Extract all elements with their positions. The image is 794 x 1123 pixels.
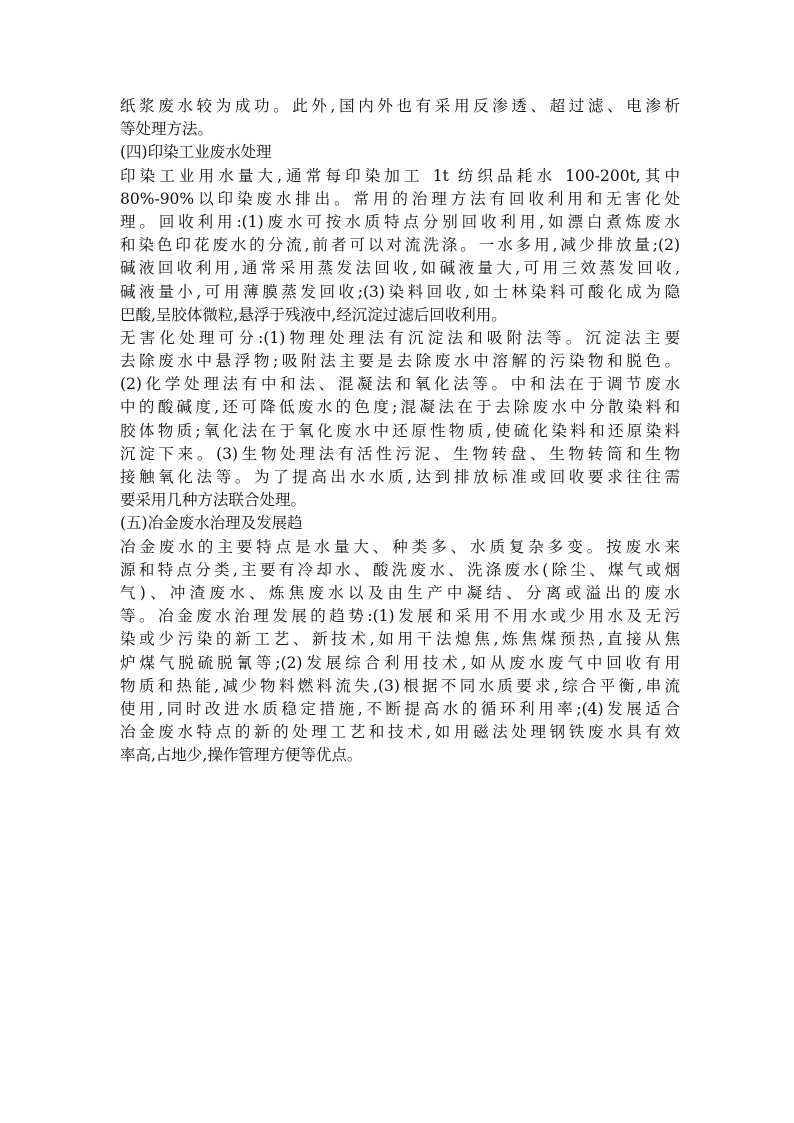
- text-line: 80%-90%以印染废水排出。常用的治理方法有回收利用和无害化处: [120, 189, 680, 208]
- text-line: 碱液回收利用,通常采用蒸发法回收,如碱液量大,可用三效蒸发回收,: [120, 259, 680, 278]
- text-line: 冶金废水特点的新的处理工艺和技术,如用磁法处理钢铁废水具有效: [120, 723, 680, 742]
- text-line: 源和特点分类,主要有冷却水、酸洗废水、洗涤废水(除尘、煤气或烟: [120, 560, 680, 579]
- text-line: (2)化学处理法有中和法、混凝法和氧化法等。中和法在于调节废水: [120, 375, 680, 394]
- text-line: 印染工业用水量大,通常每印染加工 1t 纺织品耗水 100-200t,其中: [120, 166, 680, 185]
- text-line: 无害化处理可分:(1)物理处理法有沉淀法和吸附法等。沉淀法主要: [120, 328, 680, 347]
- text-line: 纸浆废水较为成功。此外,国内外也有采用反渗透、超过滤、电渗析: [120, 97, 680, 115]
- text-line: (五)冶金废水治理及发展趋: [120, 514, 303, 533]
- text-line: 气)、冲渣废水、炼焦废水以及由生产中凝结、分离或溢出的废水: [120, 583, 680, 602]
- text-line: 染或少污染的新工艺、新技术,如用干法熄焦,炼焦煤预热,直接从焦: [120, 630, 680, 649]
- text-line: 率高,占地少,操作管理方便等优点。: [120, 746, 363, 765]
- text-line: 和染色印花废水的分流,前者可以对流洗涤。一水多用,减少排放量;(2): [120, 236, 680, 255]
- document-body: [120, 95, 680, 767]
- text-line: 使用,同时改进水质稳定措施,不断提高水的循环利用率;(4)发展适合: [120, 699, 680, 718]
- text-line: (四)印染工业废水处理: [120, 143, 272, 162]
- text-line: 胶体物质;氧化法在于氧化废水中还原性物质,使硫化染料和还原染料: [120, 421, 680, 440]
- text-line: 理。回收利用:(1)废水可按水质特点分别回收利用,如漂白煮炼废水: [120, 212, 680, 231]
- text-line: 冶金废水的主要特点是水量大、种类多、水质复杂多变。按废水来: [120, 537, 680, 556]
- text-line: 沉淀下来。(3)生物处理法有活性污泥、生物转盘、生物转筒和生物: [120, 444, 680, 463]
- text-line: 去除废水中悬浮物;吸附法主要是去除废水中溶解的污染物和脱色。: [120, 352, 680, 371]
- text-line: 巴酸,呈胶体微粒,悬浮于残液中,经沉淀过滤后回收利用。: [120, 305, 507, 324]
- text-line: 接触氧化法等。为了提高出水水质,达到排放标准或回收要求往往需: [120, 468, 680, 486]
- text-line: 要采用几种方法联合处理。: [120, 491, 307, 510]
- text-line: 等处理方法。: [120, 120, 214, 139]
- text-line: 碱液量小,可用薄膜蒸发回收;(3)染料回收,如士林染料可酸化成为隐: [120, 282, 680, 301]
- text-line: 炉煤气脱硫脱氰等;(2)发展综合利用技术,如从废水废气中回收有用: [120, 653, 680, 672]
- text-line: 中的酸碱度,还可降低废水的色度;混凝法在于去除废水中分散染料和: [120, 398, 680, 417]
- text-line: 物质和热能,减少物料燃料流失,(3)根据不同水质要求,综合平衡,串流: [120, 676, 680, 695]
- text-line: 等。冶金废水治理发展的趋势:(1)发展和采用不用水或少用水及无污: [120, 607, 680, 626]
